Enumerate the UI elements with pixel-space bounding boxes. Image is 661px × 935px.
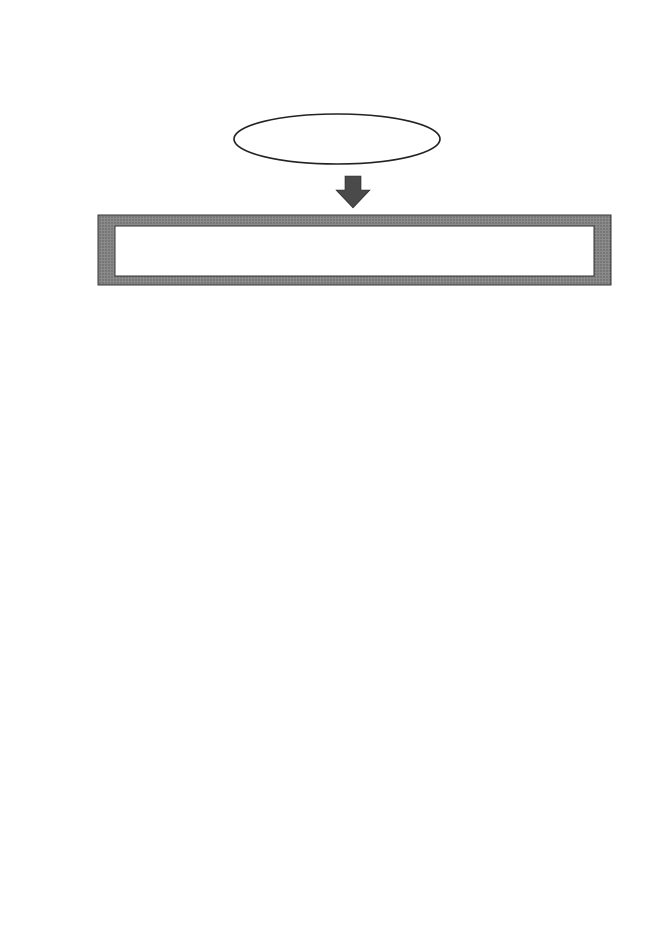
services-ellipse [234,114,440,164]
architecture-diagram [0,0,661,400]
arrow-down-icon [336,176,370,208]
fa-box-inner [115,226,594,276]
